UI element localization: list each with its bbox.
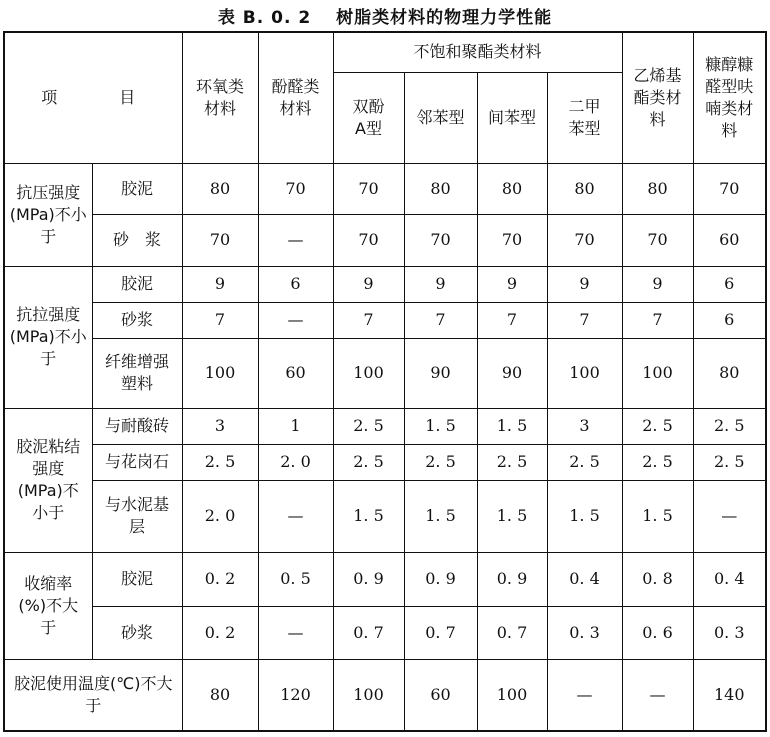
header-item: 项 目 xyxy=(4,32,182,163)
cell: 2. 5 xyxy=(547,444,622,480)
table-row xyxy=(4,214,766,266)
header-epoxy: 环氧类材料 xyxy=(182,32,258,163)
row-label: 胶泥 xyxy=(92,163,182,214)
resin-properties-table xyxy=(3,31,767,732)
cell: 100 xyxy=(333,659,404,731)
cell: 3 xyxy=(182,408,258,444)
cell: 9 xyxy=(622,266,693,302)
cell: 2. 0 xyxy=(258,444,333,480)
cell: 7 xyxy=(182,302,258,338)
cell: 9 xyxy=(404,266,477,302)
cell: 0. 9 xyxy=(333,552,404,606)
cell: 70 xyxy=(404,214,477,266)
table-row xyxy=(4,302,766,338)
cell: 9 xyxy=(477,266,547,302)
group-shrinkage: 收缩率(%)不大于 xyxy=(4,552,92,659)
cell: 70 xyxy=(547,214,622,266)
table-row xyxy=(4,552,766,606)
cell: 1. 5 xyxy=(477,408,547,444)
cell: 1. 5 xyxy=(547,480,622,552)
cell: 80 xyxy=(477,163,547,214)
cell: 80 xyxy=(404,163,477,214)
table-row xyxy=(4,408,766,444)
cell: 2. 5 xyxy=(333,408,404,444)
row-label: 砂浆 xyxy=(92,302,182,338)
cell: 70 xyxy=(258,163,333,214)
cell: 1 xyxy=(258,408,333,444)
table-title: 表 B. 0. 2 树脂类材料的物理力学性能 xyxy=(217,8,553,28)
cell: 80 xyxy=(547,163,622,214)
cell: 2. 5 xyxy=(404,444,477,480)
cell: 2. 5 xyxy=(622,444,693,480)
cell: 100 xyxy=(622,338,693,408)
cell: 0. 7 xyxy=(404,606,477,659)
cell: 0. 2 xyxy=(182,606,258,659)
cell: 1. 5 xyxy=(333,480,404,552)
cell: 2. 5 xyxy=(182,444,258,480)
cell: 0. 8 xyxy=(622,552,693,606)
row-label: 与花岗石 xyxy=(92,444,182,480)
row-label: 与水泥基层 xyxy=(92,480,182,552)
cell: 0. 2 xyxy=(182,552,258,606)
row-label: 纤维增强塑料 xyxy=(92,338,182,408)
cell: 0. 3 xyxy=(693,606,766,659)
cell: 1. 5 xyxy=(622,480,693,552)
header-furan: 糠醇糠醛型呋喃类材料 xyxy=(693,32,766,163)
header-vinyl-ester: 乙烯基酯类材料 xyxy=(622,32,693,163)
cell: 7 xyxy=(622,302,693,338)
cell: 0. 9 xyxy=(477,552,547,606)
cell: 1. 5 xyxy=(404,408,477,444)
row-label: 砂浆 xyxy=(92,606,182,659)
header-unsaturated-polyester: 不饱和聚酯类材料 xyxy=(333,32,622,72)
group-temperature: 胶泥使用温度(℃)不大于 xyxy=(4,659,182,731)
cell: 7 xyxy=(477,302,547,338)
cell: 0. 4 xyxy=(693,552,766,606)
cell: 9 xyxy=(182,266,258,302)
cell: — xyxy=(693,480,766,552)
cell: 90 xyxy=(477,338,547,408)
header-bisphenol-a: 双酚A型 xyxy=(333,72,404,163)
cell: 2. 5 xyxy=(477,444,547,480)
header-ortho: 邻苯型 xyxy=(404,72,477,163)
cell: 0. 7 xyxy=(333,606,404,659)
table-row xyxy=(4,480,766,552)
cell: — xyxy=(547,659,622,731)
row-label: 胶泥 xyxy=(92,552,182,606)
cell: 0. 5 xyxy=(258,552,333,606)
header-xylene: 二甲苯型 xyxy=(547,72,622,163)
table-row xyxy=(4,606,766,659)
table-row xyxy=(4,659,766,731)
cell: 0. 7 xyxy=(477,606,547,659)
cell: 2. 5 xyxy=(693,444,766,480)
cell: 7 xyxy=(333,302,404,338)
group-tensile: 抗拉强度(MPa)不小于 xyxy=(4,266,92,408)
cell: 2. 5 xyxy=(622,408,693,444)
cell: 6 xyxy=(258,266,333,302)
cell: 70 xyxy=(477,214,547,266)
table-row xyxy=(4,163,766,214)
cell: 100 xyxy=(333,338,404,408)
cell: 1. 5 xyxy=(477,480,547,552)
table-row xyxy=(4,266,766,302)
cell: 80 xyxy=(182,659,258,731)
cell: — xyxy=(258,606,333,659)
row-label: 与耐酸砖 xyxy=(92,408,182,444)
header-iso: 间苯型 xyxy=(477,72,547,163)
cell: 0. 6 xyxy=(622,606,693,659)
cell: — xyxy=(258,480,333,552)
cell: 2. 5 xyxy=(693,408,766,444)
header-phenolic: 酚醛类材料 xyxy=(258,32,333,163)
cell: 6 xyxy=(693,266,766,302)
cell: 90 xyxy=(404,338,477,408)
cell: 0. 9 xyxy=(404,552,477,606)
cell: — xyxy=(622,659,693,731)
cell: 6 xyxy=(693,302,766,338)
cell: 9 xyxy=(333,266,404,302)
cell: 60 xyxy=(693,214,766,266)
cell: 80 xyxy=(182,163,258,214)
cell: 0. 4 xyxy=(547,552,622,606)
cell: 7 xyxy=(404,302,477,338)
cell: 140 xyxy=(693,659,766,731)
cell: 60 xyxy=(258,338,333,408)
cell: 70 xyxy=(693,163,766,214)
cell: 70 xyxy=(622,214,693,266)
cell: 100 xyxy=(547,338,622,408)
cell: 80 xyxy=(622,163,693,214)
cell: 70 xyxy=(333,214,404,266)
cell: 60 xyxy=(404,659,477,731)
cell: 0. 3 xyxy=(547,606,622,659)
row-label: 砂 浆 xyxy=(92,214,182,266)
cell: 2. 0 xyxy=(182,480,258,552)
cell: 7 xyxy=(547,302,622,338)
cell: 120 xyxy=(258,659,333,731)
cell: 80 xyxy=(693,338,766,408)
cell: 100 xyxy=(182,338,258,408)
cell: — xyxy=(258,214,333,266)
group-bond: 胶泥粘结强度(MPa)不小于 xyxy=(4,408,92,552)
cell: 100 xyxy=(477,659,547,731)
table-row xyxy=(4,444,766,480)
cell: 70 xyxy=(333,163,404,214)
table-row xyxy=(4,338,766,408)
cell: 70 xyxy=(182,214,258,266)
cell: 2. 5 xyxy=(333,444,404,480)
cell: 9 xyxy=(547,266,622,302)
row-label: 胶泥 xyxy=(92,266,182,302)
cell: — xyxy=(258,302,333,338)
cell: 3 xyxy=(547,408,622,444)
cell: 1. 5 xyxy=(404,480,477,552)
group-compressive: 抗压强度(MPa)不小于 xyxy=(4,163,92,266)
